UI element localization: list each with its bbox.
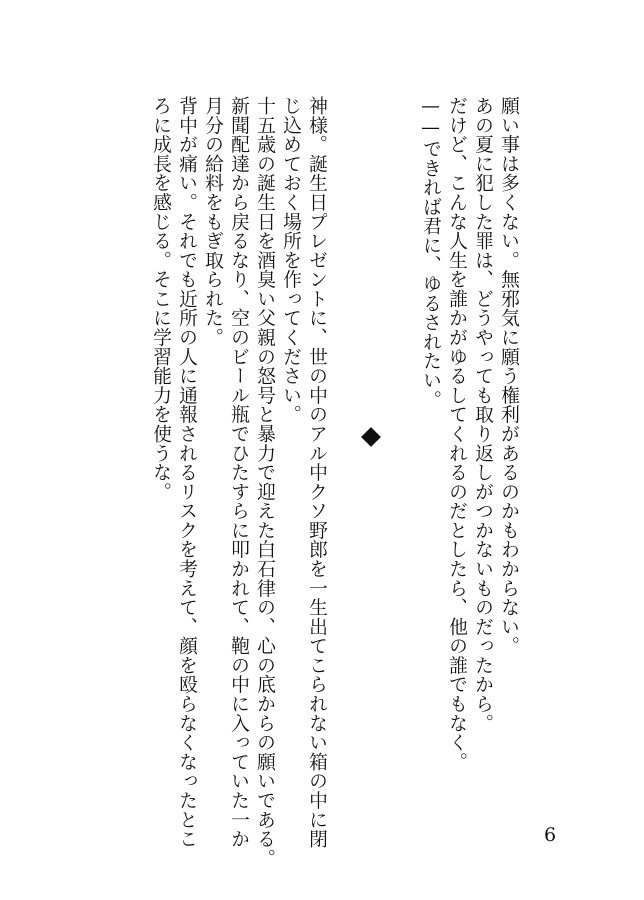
text-column: だけど、こんな人生を誰かがゆるしてくれるのだとしたら、他の誰でもなく。 xyxy=(446,96,467,772)
text-column: じ込めておく場所を作ってください。 xyxy=(280,96,301,424)
text-column: ——できれば君に、ゆるされたい。 xyxy=(420,96,441,410)
text-column: あの夏に犯した罪は、どうやっても取り返しがつかないものだったから。 xyxy=(472,96,493,733)
section-divider-diamond-icon xyxy=(361,427,381,447)
text-column: 月分の給料をもぎ取られた。 xyxy=(202,96,223,347)
text-column: 背中が痛い。それでも近所の人に通報されるリスクを考えて、顔を殴らなくなったとこ xyxy=(176,96,197,849)
text-column: 新聞配達から戻るなり、空のビール瓶でひたすらに叩かれて、鞄の中に入っていた一か xyxy=(228,96,249,849)
text-column: ろに成長を感じる。そこに学習能力を使うな。 xyxy=(150,96,171,502)
text-column: 願い事は多くない。無邪気に願う権利があるのかもわからない。 xyxy=(498,96,519,656)
page-number: 6 xyxy=(544,824,557,846)
text-column: 神様。誕生日プレゼントに、世の中のアル中クソ野郎を一生出てこられない箱の中に閉 xyxy=(306,96,327,849)
text-column: 十五歳の誕生日を酒臭い父親の怒号と暴力で迎えた白石律の、心の底からの願いである。 xyxy=(254,96,275,868)
